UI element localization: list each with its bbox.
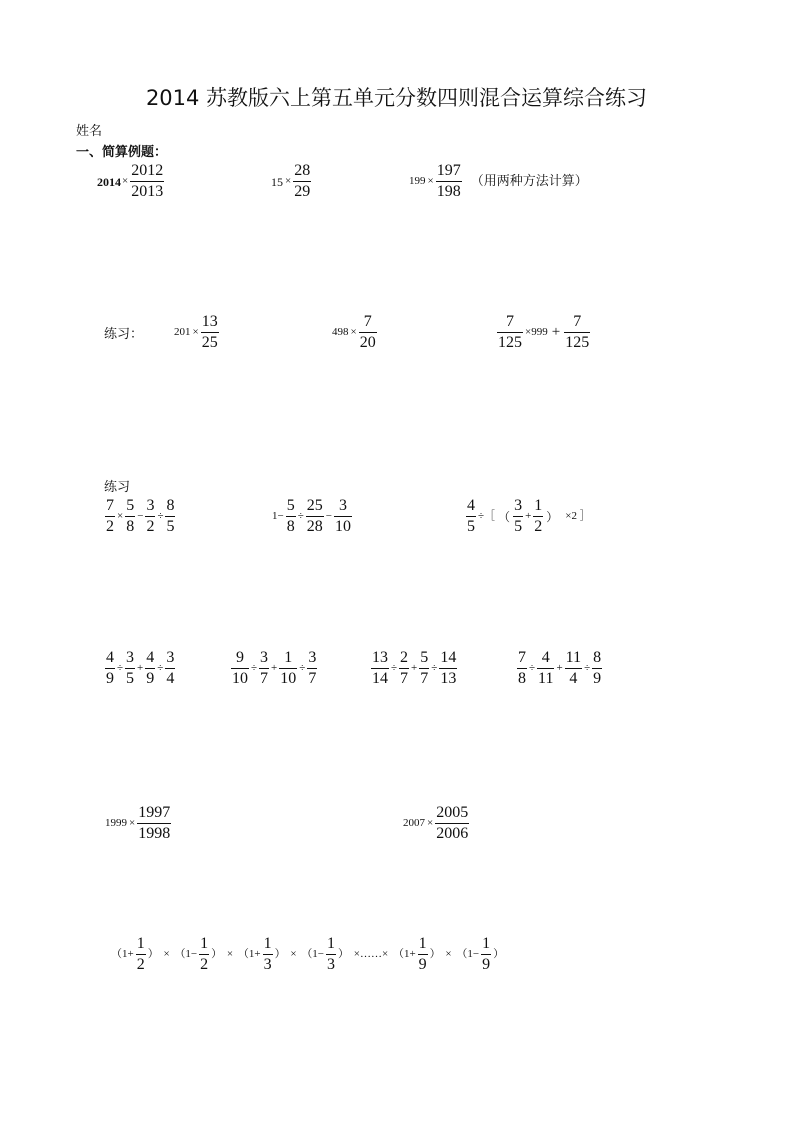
tail-term: ×2 ］ bbox=[565, 510, 591, 522]
denominator: 8 bbox=[518, 670, 526, 687]
fraction bbox=[145, 648, 155, 689]
times-sign: × bbox=[122, 175, 129, 187]
practice1-problem-1 bbox=[173, 312, 220, 353]
numerator: 3 bbox=[126, 649, 135, 666]
operator: ÷ bbox=[157, 662, 164, 674]
term-open: （1+ bbox=[237, 948, 261, 960]
numerator: 3 bbox=[514, 497, 523, 514]
denominator: 28 bbox=[306, 518, 323, 535]
denominator: 9 bbox=[482, 956, 491, 973]
denominator: 9 bbox=[418, 956, 427, 973]
denominator: 13 bbox=[440, 670, 457, 687]
operator: ÷ bbox=[117, 662, 124, 674]
fraction bbox=[199, 934, 209, 975]
denominator: 8 bbox=[286, 518, 295, 535]
denominator: 2006 bbox=[436, 825, 469, 842]
fraction bbox=[136, 934, 146, 975]
numerator: 5 bbox=[286, 497, 295, 514]
numerator: 1 bbox=[482, 935, 491, 952]
fraction bbox=[418, 934, 428, 975]
denominator: 2 bbox=[106, 518, 114, 535]
numerator: 7 bbox=[106, 497, 114, 514]
numerator: 1997 bbox=[138, 804, 171, 821]
practice1-problem-3 bbox=[496, 312, 591, 353]
fraction bbox=[592, 648, 602, 689]
fraction bbox=[564, 312, 590, 353]
denominator: 4 bbox=[166, 670, 175, 687]
fraction bbox=[307, 648, 317, 689]
denominator: 25 bbox=[201, 334, 218, 351]
denominator: 3 bbox=[263, 956, 272, 973]
example-1 bbox=[97, 161, 165, 202]
denominator: 9 bbox=[106, 670, 114, 687]
numerator: 8 bbox=[593, 649, 602, 666]
denominator: 10 bbox=[232, 670, 248, 687]
term-open: （1− bbox=[456, 948, 480, 960]
numerator: 2005 bbox=[436, 804, 469, 821]
operator: ÷［ bbox=[478, 510, 496, 522]
fraction bbox=[125, 496, 135, 537]
numerator: 3 bbox=[146, 497, 155, 514]
numerator: 5 bbox=[126, 497, 135, 514]
fraction bbox=[263, 934, 273, 975]
term-close: ） bbox=[338, 948, 350, 960]
numerator: 1 bbox=[284, 649, 293, 666]
times-sign: × bbox=[129, 817, 136, 829]
name-label: 姓名 bbox=[76, 124, 103, 139]
fraction bbox=[201, 312, 219, 353]
practice1-problem-2 bbox=[331, 312, 378, 353]
practice2-row2-problem-2 bbox=[230, 648, 318, 689]
numerator: 11 bbox=[565, 649, 582, 666]
fraction bbox=[436, 161, 462, 202]
whole-number: 2007 bbox=[403, 817, 425, 829]
operator: × bbox=[442, 948, 455, 960]
term-close: ） bbox=[211, 948, 223, 960]
fraction bbox=[513, 496, 523, 537]
denominator: 7 bbox=[308, 670, 317, 687]
operator: ÷ bbox=[529, 662, 536, 674]
operator: × bbox=[160, 948, 173, 960]
fraction bbox=[306, 496, 324, 537]
fraction bbox=[105, 648, 115, 689]
numerator: 5 bbox=[420, 649, 429, 666]
method-note: （用两种方法计算） bbox=[470, 174, 588, 189]
denominator: 20 bbox=[359, 334, 376, 351]
operator: × bbox=[117, 510, 124, 522]
numerator: 8 bbox=[166, 497, 175, 514]
fraction bbox=[435, 803, 469, 844]
numerator: 13 bbox=[372, 649, 388, 666]
denominator: 2 bbox=[146, 518, 155, 535]
denominator: 125 bbox=[498, 334, 522, 351]
numerator: 7 bbox=[518, 649, 526, 666]
denominator: 7 bbox=[400, 670, 409, 687]
operator: + bbox=[556, 662, 563, 674]
fraction bbox=[326, 934, 336, 975]
numerator: 14 bbox=[440, 649, 457, 666]
numerator: 4 bbox=[467, 497, 475, 514]
operator: + bbox=[137, 662, 144, 674]
operator: ÷ bbox=[299, 662, 306, 674]
numerator: 3 bbox=[308, 649, 317, 666]
term-open: （1+ bbox=[392, 948, 416, 960]
denominator: 5 bbox=[166, 518, 175, 535]
fraction bbox=[359, 312, 377, 353]
whole-number: 201 bbox=[174, 326, 191, 338]
numerator: 7 bbox=[363, 313, 372, 330]
times-sign: × bbox=[427, 817, 434, 829]
fraction bbox=[537, 648, 554, 689]
denominator: 4 bbox=[569, 670, 578, 687]
operator: + bbox=[271, 662, 278, 674]
denominator: 7 bbox=[260, 670, 269, 687]
numerator: 7 bbox=[573, 313, 582, 330]
fraction bbox=[130, 161, 164, 202]
fraction bbox=[533, 496, 543, 537]
term-close: ） bbox=[493, 948, 505, 960]
operator: − bbox=[325, 510, 332, 522]
operator: ÷ bbox=[297, 510, 304, 522]
denominator: 10 bbox=[334, 518, 351, 535]
practice2-row2-problem-3 bbox=[370, 648, 458, 689]
fraction bbox=[439, 648, 457, 689]
practice2-row3-problem-2 bbox=[402, 803, 470, 844]
times-sign: × bbox=[285, 175, 292, 187]
numerator: 2012 bbox=[131, 162, 164, 179]
numerator: 25 bbox=[306, 497, 323, 514]
product-expression bbox=[110, 934, 505, 975]
fraction bbox=[466, 496, 476, 537]
practice2-row2-problem-4 bbox=[516, 648, 603, 689]
denominator: 2013 bbox=[131, 183, 164, 200]
denominator: 8 bbox=[126, 518, 135, 535]
operator: + bbox=[525, 510, 532, 522]
numerator: 4 bbox=[146, 649, 155, 666]
numerator: 3 bbox=[260, 649, 269, 666]
fraction bbox=[125, 648, 135, 689]
practice2-label: 练习 bbox=[104, 480, 131, 495]
numerator: 3 bbox=[338, 497, 347, 514]
right-paren: ） bbox=[546, 509, 559, 524]
denominator: 9 bbox=[593, 670, 602, 687]
term-close: ） bbox=[429, 948, 441, 960]
fraction bbox=[137, 803, 171, 844]
practice2-row2-problem-1 bbox=[104, 648, 176, 689]
practice-label: 练习： bbox=[104, 327, 144, 342]
denominator: 198 bbox=[436, 183, 461, 200]
whole-number: 199 bbox=[409, 175, 426, 187]
denominator: 2 bbox=[136, 956, 145, 973]
operator: × bbox=[287, 948, 300, 960]
practice2-row3-problem-1 bbox=[104, 803, 172, 844]
fraction bbox=[145, 496, 155, 537]
numerator: 2 bbox=[400, 649, 409, 666]
denominator: 5 bbox=[514, 518, 523, 535]
denominator: 14 bbox=[372, 670, 388, 687]
example-3 bbox=[408, 161, 588, 202]
numerator: 4 bbox=[541, 649, 550, 666]
fraction bbox=[565, 648, 582, 689]
fraction bbox=[165, 648, 175, 689]
whole-number: 1999 bbox=[105, 817, 127, 829]
numerator: 13 bbox=[201, 313, 218, 330]
lead-term: 1− bbox=[272, 510, 284, 522]
denominator: 1998 bbox=[138, 825, 171, 842]
fraction bbox=[497, 312, 523, 353]
whole-number: 498 bbox=[332, 326, 349, 338]
fraction bbox=[259, 648, 269, 689]
fraction bbox=[399, 648, 409, 689]
operator: ÷ bbox=[391, 662, 398, 674]
plus-sign: + bbox=[551, 324, 561, 340]
fraction bbox=[286, 496, 296, 537]
operator: ÷ bbox=[584, 662, 591, 674]
numerator: 28 bbox=[294, 162, 311, 179]
fraction bbox=[279, 648, 297, 689]
denominator: 125 bbox=[565, 334, 590, 351]
denominator: 7 bbox=[420, 670, 429, 687]
operator: ÷ bbox=[157, 510, 164, 522]
denominator: 2 bbox=[200, 956, 209, 973]
denominator: 29 bbox=[294, 183, 311, 200]
denominator: 5 bbox=[126, 670, 135, 687]
numerator: 197 bbox=[436, 162, 461, 179]
term-open: （1+ bbox=[111, 948, 134, 960]
numerator: 1 bbox=[418, 935, 427, 952]
fraction bbox=[517, 648, 527, 689]
operator: ×……× bbox=[351, 948, 391, 960]
fraction bbox=[165, 496, 175, 537]
fraction bbox=[481, 934, 491, 975]
numerator: 4 bbox=[106, 649, 114, 666]
operator: − bbox=[137, 510, 144, 522]
denominator: 10 bbox=[280, 670, 297, 687]
denominator: 11 bbox=[538, 670, 554, 687]
operator: ÷ bbox=[431, 662, 438, 674]
numerator: 7 bbox=[506, 313, 514, 330]
denominator: 9 bbox=[146, 670, 155, 687]
operator: ÷ bbox=[251, 662, 258, 674]
times-999: ×999 bbox=[525, 326, 548, 338]
operator: + bbox=[411, 662, 418, 674]
term-open: （1− bbox=[174, 948, 198, 960]
denominator: 2 bbox=[534, 518, 543, 535]
numerator: 1 bbox=[534, 497, 543, 514]
numerator: 3 bbox=[166, 649, 175, 666]
example-2 bbox=[270, 161, 312, 202]
times-sign: × bbox=[350, 326, 357, 338]
fraction bbox=[371, 648, 389, 689]
page-title: 2014 苏教版六上第五单元分数四则混合运算综合练习 bbox=[145, 86, 648, 110]
practice2-row1-problem-3 bbox=[465, 496, 592, 537]
term-open: （1− bbox=[301, 948, 325, 960]
denominator: 5 bbox=[467, 518, 475, 535]
times-sign: × bbox=[427, 175, 434, 187]
whole-number: 2014 bbox=[97, 174, 121, 189]
fraction bbox=[419, 648, 429, 689]
fraction bbox=[334, 496, 352, 537]
times-sign: × bbox=[192, 326, 199, 338]
numerator: 1 bbox=[263, 935, 272, 952]
operator: × bbox=[224, 948, 236, 960]
numerator: 9 bbox=[236, 649, 244, 666]
fraction bbox=[105, 496, 115, 537]
left-paren: （ bbox=[498, 509, 511, 524]
term-close: ） bbox=[147, 948, 159, 960]
term-close: ） bbox=[274, 948, 286, 960]
whole-number: 15 bbox=[271, 174, 283, 189]
fraction bbox=[231, 648, 249, 689]
section-heading: 一、简算例题： bbox=[76, 145, 168, 160]
numerator: 1 bbox=[200, 935, 209, 952]
fraction bbox=[293, 161, 311, 202]
numerator: 1 bbox=[136, 935, 145, 952]
practice2-row1-problem-1 bbox=[104, 496, 176, 537]
numerator: 1 bbox=[327, 935, 336, 952]
practice2-row1-problem-2 bbox=[271, 496, 353, 537]
denominator: 3 bbox=[327, 956, 336, 973]
